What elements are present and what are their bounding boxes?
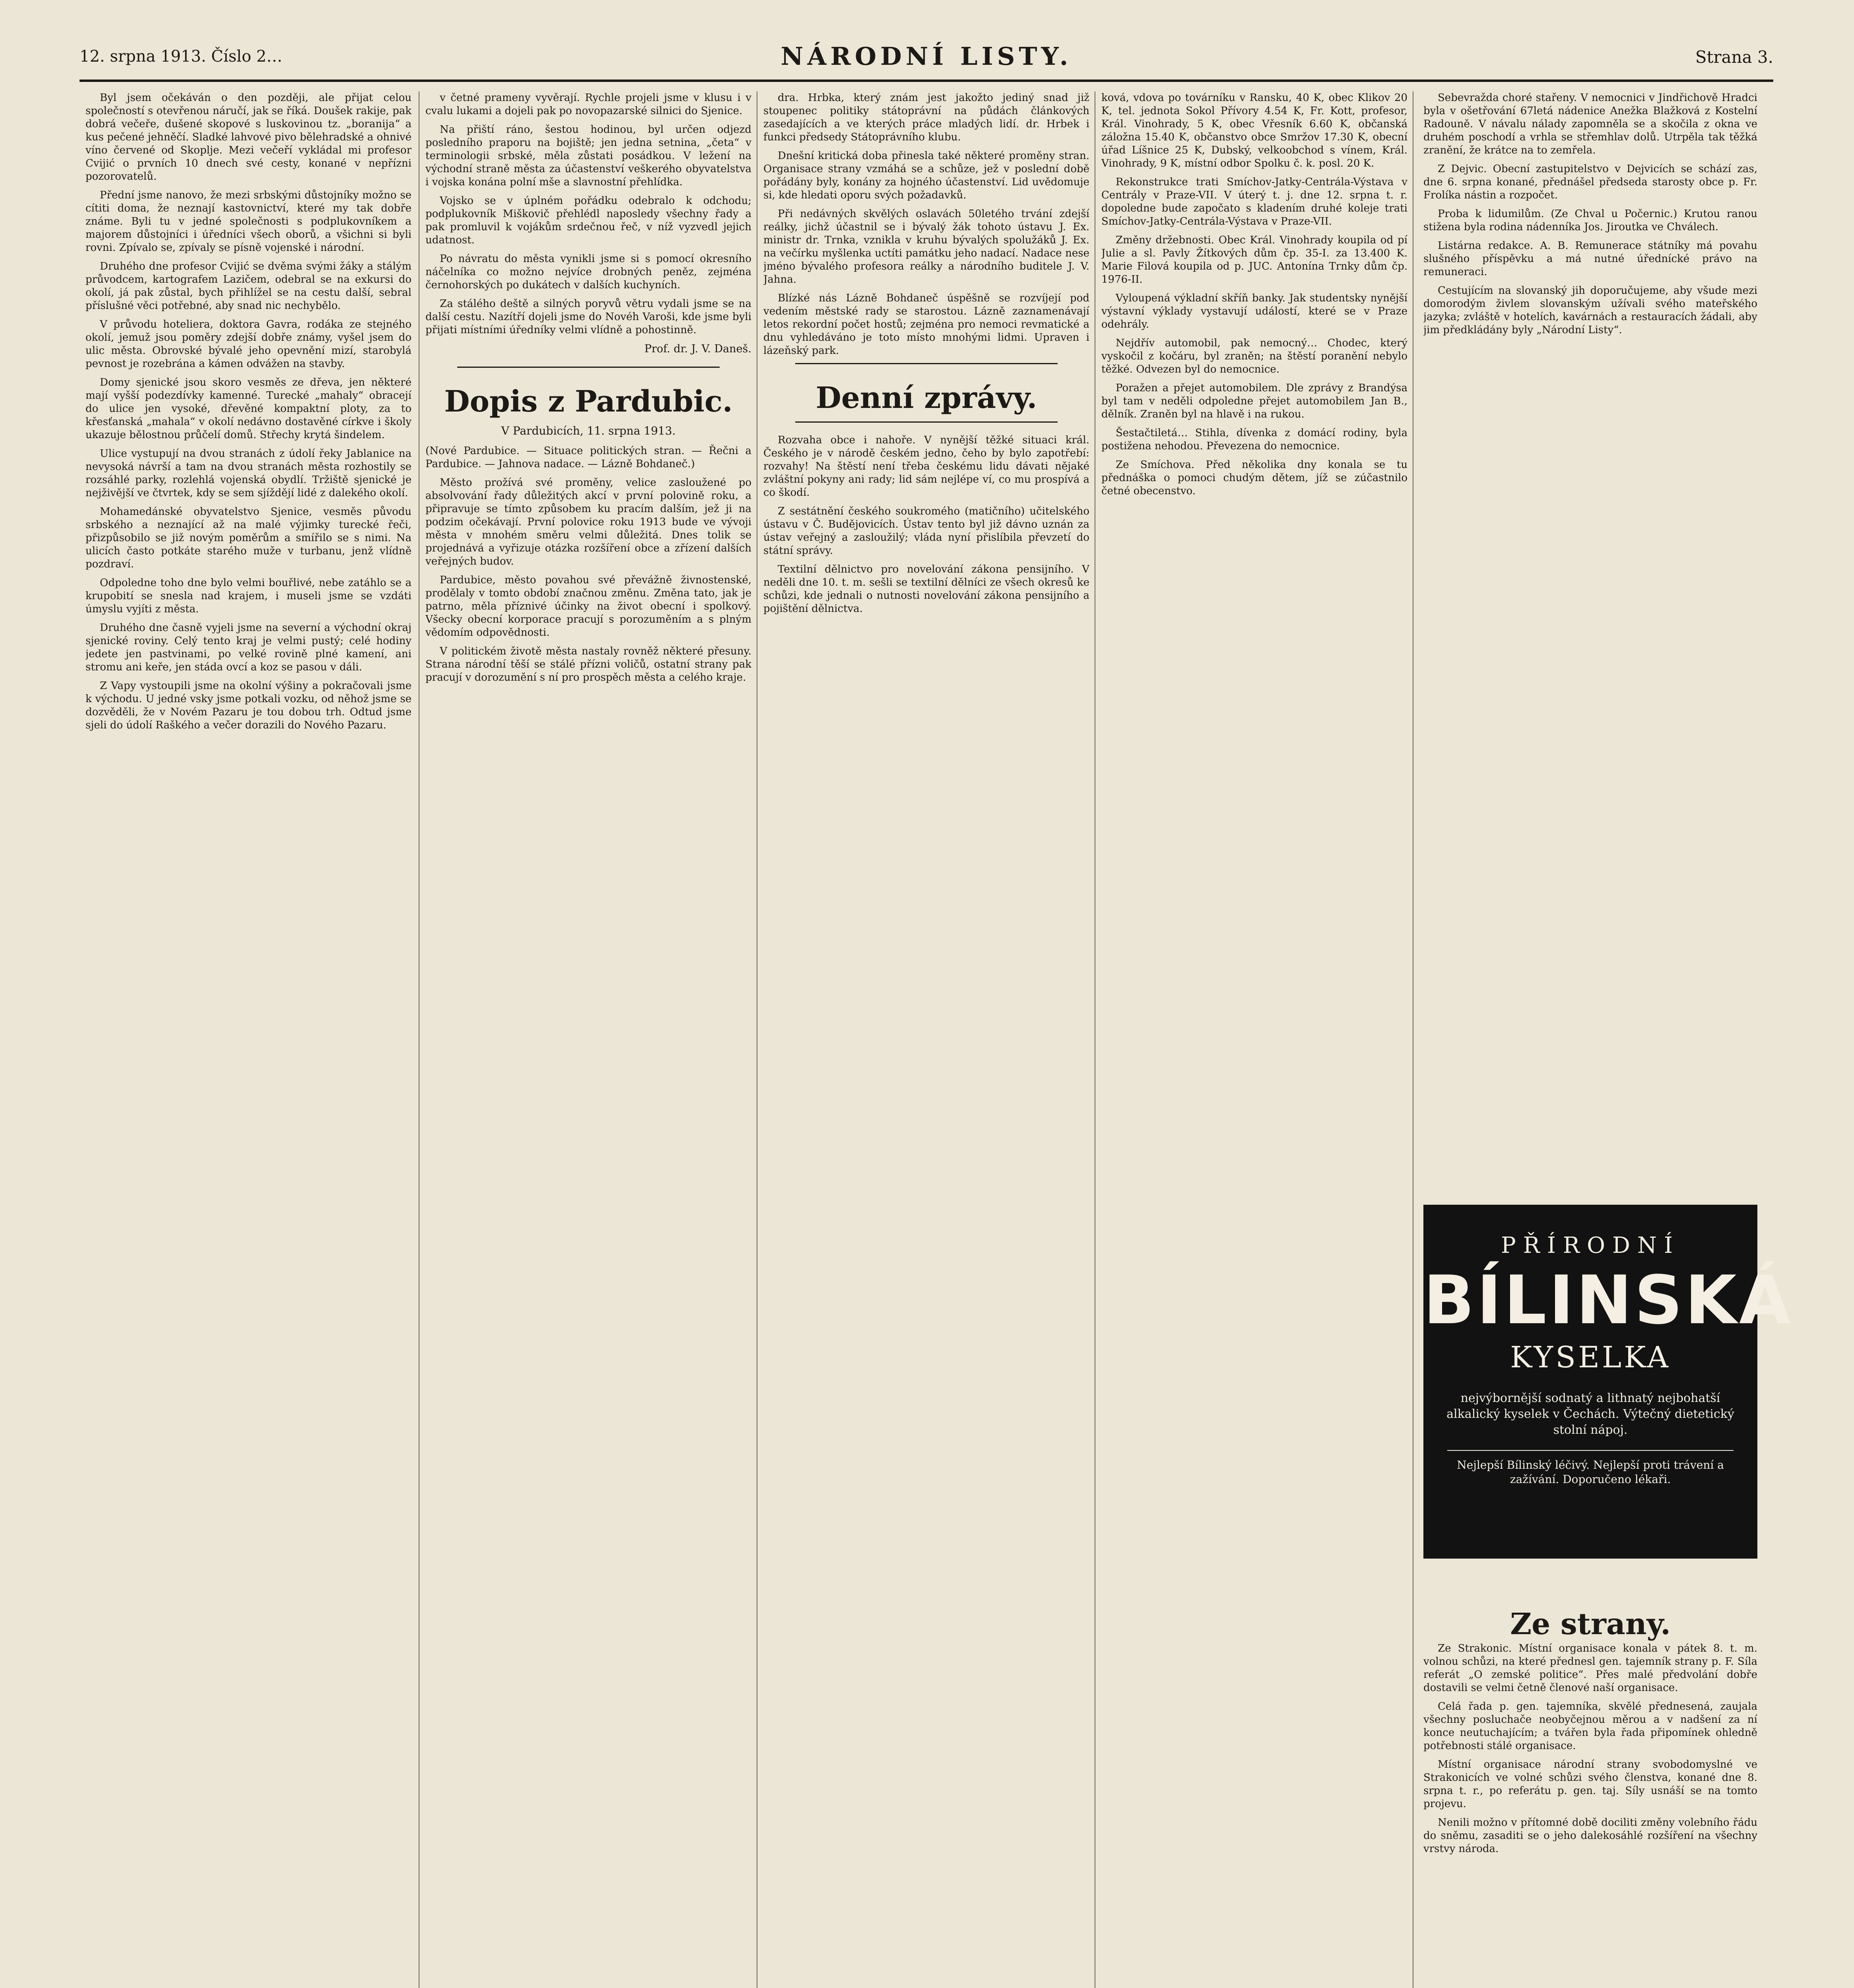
column-1 <box>85 91 412 1988</box>
paragraph: Cestujícím na slovanský jih doporučujeme, aby všude mezi domorodým živlem slovanským užívali svého mateřského jazyka; zvláště v hotelích, kavárnách a restauracích žádali, aby jim předkládány byly „Národní Listy“. <box>1423 285 1757 336</box>
paragraph: Listárna redakce. A. B. Remunerace státníky má povahu slušného příspěvku a má nutné úřednícké právo na remuneraci. <box>1423 240 1757 278</box>
paragraph: Druhého dne profesor Cvijić se dvěma svými žáky a stálým průvodcem, kartografem Lazičem, odebral se na exkursi do okolí, já pak zůstal, bych přihlížel se na cestu další, sebral příslušné věci potřebné, aby snad nic nechybělo. <box>85 260 412 312</box>
paragraph: dra. Hrbka, který znám jest jakožto jediný snad již stoupenec politiky státoprávní na půdách článkových zasedajících a ve kterých práce mladých lidí. dr. Hrbek i funkci předsedy Státoprávního klubu. <box>763 92 1089 143</box>
paragraph: Vyloupená výkladní skříň banky. Jak studentsky nynější výstavní výklady vystavují událostí, které se v Praze odehrály. <box>1101 292 1407 330</box>
paragraph: Město prožívá své proměny, velice zasloužené po absolvování řady důležitých akcí v první polovině roku, a připravuje se tímto způsobem ku pracím dalším, jež ji na podzim očekávají. První polovice roku 1913 bude ve vývoji města v mnohém směru velmi důležitá. Dnes tolik se projednává a vyřizuje otázka rozšíření obce a zřízení dalších veřejných budov. <box>425 477 751 567</box>
paragraph: Dnešní kritická doba přinesla také některé proměny stran. Organisace strany vzmáhá se a schůze, jež v poslední době pořádány byly, konány za hojného účastenství. Lid uvědomuje si, kde hledati oporu svých požadavků. <box>763 150 1089 201</box>
paragraph: Změny držebnosti. Obec Král. Vinohrady koupila od pí Julie a sl. Pavly Žítkových dům čp. 35-I. za 13.400 K. Marie Filová koupila od p. JUC. Antonína Trnky dům čp. 1976-II. <box>1101 234 1407 285</box>
ad-line: PŘÍRODNÍ <box>1501 1233 1680 1258</box>
paragraph: Za stálého deště a silných poryvů větru vydali jsme se na další cestu. Nazítří dojeli jsme do Novéh Varoši, kde jsme byli přijati místními úředníky velmi vlídně a pohostinně. <box>425 298 751 336</box>
section-headline: Ze strany. <box>1510 1607 1671 1641</box>
bilinska-kyselka-advertisement <box>1423 1205 1793 1559</box>
paragraph: Proba k lidumilům. (Ze Chval u Počernic.) Krutou ranou stižena byla rodina nádenníka Jos. Jiroutka ve Chválech. <box>1423 208 1757 233</box>
paragraph: Poražen a přejet automobilem. Dle zprávy z Brandýsa byl tam v neděli odpoledne přejet automobilem Jan B., dělník. Zraněn byl na hlavě i na rukou. <box>1101 382 1407 420</box>
ad-brand: BÍLINSKÁ <box>1423 1261 1793 1339</box>
paragraph: Z Dejvic. Obecní zastupitelstvo v Dejvicích se schází zas, dne 6. srpna konané, přednášel předseda starosty obce p. Fr. Frolíka nástin a rozpočet. <box>1423 163 1757 201</box>
paragraph: Po návratu do města vynikli jsme si s pomocí okresního náčelníka co možno nejvíce drobných peněz, zejména černohorských po dukátech v dalších kuchyních. <box>425 253 751 291</box>
ad-text: Nejlepší Bílinský léčivý. Nejlepší proti trávení a zažívání. Doporučeno lékaři. <box>1447 1450 1734 1487</box>
column-4 <box>1101 91 1407 1988</box>
paragraph: Celá řada p. gen. tajemníka, skvělé přednesená, zaujala všechny posluchače neobyčejnou měrou a v nadšení za ní konce neutuchajícím; a tvářen byla řada připomínek ohledně potřebnosti stálé organisace. <box>1423 1701 1757 1752</box>
paragraph: Blízké nás Lázně Bohdaneč úspěšně se rozvíjejí pod vedením městské rady se starostou. Lázně zaznamenávají letos rekordní počet hostů; zejména pro nemoci revmatické a dnu vyhledáváno je toto místo mnohými lidmi. Upraven i lázeňský park. <box>763 292 1089 357</box>
paragraph: Ze Strakonic. Místní organisace konala v pátek 8. t. m. volnou schůzi, na které přednesl gen. tajemník strany p. F. Síla referát „O zemské politice“. Přes malé předvolání dobře dostavili se velmi četně členové naší organisace. <box>1423 1642 1757 1694</box>
paragraph: Nejdřív automobil, pak nemocný… Chodec, který vyskočil z kočáru, byl zraněn; na štěstí poranění nebylo těžké. Odvezen byl do nemocnice. <box>1101 337 1407 375</box>
paragraph: Vojsko se v úplném pořádku odebralo k odchodu; podplukovník Miškovič přehlédl naposledy všechny řady a pak promluvil k vojákům srdečnou řeč, v níž vyzvedl jejich udatnost. <box>425 195 751 246</box>
article-rule <box>795 363 1058 364</box>
paragraph: Místní organisace národní strany svobodomyslné ve Strakonicích ve volné schůzi svého členstva, konané dne 8. srpna t. r., po referátu p. gen. taj. Síly usnáší se na tomto projevu. <box>1423 1759 1757 1810</box>
paragraph: Přední jsme nanovo, že mezi srbskými důstojníky možno se cítiti doma, že neznají kastovnictví, které my tak dobře známe. Byli tu v jedné společnosti s podplukovníkem a majorem důstojníci i úředníci všech oborů, a všichni si byli rovni. Zpívalo se, zpívaly se písně vojenské i národní. <box>85 189 412 254</box>
paragraph: Textilní dělnictvo pro novelování zákona pensijního. V neděli dne 10. t. m. sešli se textilní dělníci ze všech okresů ke schůzi, kde jednali o nutnosti novelování zákona pensijního a pojištění dělnictva. <box>763 563 1089 615</box>
paragraph: Z sestátnění českého soukromého (matičního) učitelského ústavu v Č. Budějovicích. Ústav tento byl již dávno uznán za ústav veřejný a zasloužilý; vláda nyní přislíbila převzetí do státní správy. <box>763 505 1089 557</box>
masthead-title: NÁRODNÍ LISTY. <box>780 42 1072 71</box>
paragraph: Odpoledne toho dne bylo velmi bouřlivé, nebe zatáhlo se a krupobití se snesla nad krajem, i museli jsme se vzdáti úmyslu vyjíti z města. <box>85 577 412 615</box>
article-byline: Prof. dr. J. V. Daneš. <box>644 343 751 355</box>
ad-line: KYSELKA <box>1510 1340 1671 1375</box>
paragraph: V politickém životě města nastaly rovněž některé přesuny. Strana národní těší se stálé přízni voličů, ostatní strany pak pracují v dorozumění s ní pro prospěch města a celého kraje. <box>425 645 751 683</box>
paragraph: Domy sjenické jsou skoro vesměs ze dřeva, jen některé mají vyšší podezdívky kamenné. Turecké „mahaly“ obracejí do ulice jen vysoké, dřevěné kompaktní ploty, za to křesťanská „mahala“ v okolí nedávno dostavěné církve i školy ukazuje bělostnou průčelí domů. Střechy krytá šindelem. <box>85 377 412 441</box>
paragraph: Sebevražda choré stařeny. V nemocnici v Jindřichově Hradci byla v ošetřování 67letá nádenice Anežka Blažková z Kostelní Radouně. V návalu nálady zapomněla se a skočila z okna ve druhém poschodí a vrhla se střemhlav dolů. Utrpěla tak těžká zranění, že krátce na to zemřela. <box>1423 92 1757 156</box>
paragraph: Rekonstrukce trati Smíchov-Jatky-Centrála-Výstava v Centrály v Praze-VII. V úterý t. j. dne 12. srpna t. r. dopoledne bude započato s kladením druhé koleje trati Smíchov-Jatky-Centrála-Výstava v Praze-VII. <box>1101 176 1407 227</box>
paragraph: Pardubice, město povahou své převážně živnostenské, prodělaly v tomto období značnou změnu. Změna tato, jak je patrno, měla příznivé účinky na život obecní i spolkový. Všecky obecní korporace pracují s porozuměním a s plným vědomím odpovědnosti. <box>425 574 751 639</box>
ad-text: nejvýbornější sodnatý a lithnatý nejbohatší alkalický kyselek v Čechách. Výtečný dietetický stolní nápoj. <box>1446 1391 1734 1437</box>
paragraph: Ze Smíchova. Před několika dny konala se tu přednáška o pomoci chudým dětem, jíž se zúčastnilo četné obecenstvo. <box>1101 459 1407 497</box>
header-rule <box>80 80 1773 82</box>
column-5-bottom <box>1423 1642 1757 1988</box>
paragraph: Ulice vystupují na dvou stranách z údolí řeky Jablanice na nevysoká návrší a tam na dvou stranách města rozhostily se rozsáhlé parky, rozlehlá vojenská obydlí. Tržiště sjenické je nejživější ve čtvrtek, kdy se sem sjíždějí lidé z dalekého okolí. <box>85 448 412 499</box>
paragraph: Z Vapy vystoupili jsme na okolní výšiny a pokračovali jsme k východu. U jedné vsky jsme potkali vozku, od něhož jsme se dozvěděli, že v Novém Pazaru je tou dobou trh. Odtud jsme sjeli do údolí Raškého a večer dorazili do Nového Pazaru. <box>85 680 412 731</box>
article-rule <box>795 421 1058 423</box>
page-header <box>80 42 1773 78</box>
paragraph: Byl jsem očekáván o den později, ale přijat celou společností s otevřenou náručí, jak se říká. Doušek rakije, pak dobrá večeře, dušené skopové s luskovinou tz. „boranija“ a kus pečené jehněčí. Sladké lahvové pivo bělehradské a ohnivé víno červené od Skoplje. Mezi večeří vykládal mi profesor Cvijić o prvních 10 dnech své cesty, konané v nepřízni pozorovatelů. <box>85 92 412 182</box>
column-2 <box>425 91 751 1988</box>
paragraph: Na přiští ráno, šestou hodinou, byl určen odjezd posledního praporu na bojiště; jen jedna setnina, „četa“ v terminologii srbské, měla zůstati posádkou. V ležení na východní straně města za účastenství veškerého obyvatelstva i vojska konána polní mše a slavnostní přehlídka. <box>425 124 751 188</box>
column-5-top <box>1423 91 1757 1197</box>
paragraph: v četné prameny vyvěrají. Rychle projeli jsme v klusu i v cvalu lukami a dojeli pak po novopazarské silnici do Sjenice. <box>425 92 751 117</box>
column-3 <box>763 91 1089 1988</box>
paragraph: Druhého dne časně vyjeli jsme na severní a východní okraj sjenické roviny. Celý tento kraj je velmi pustý; celé hodiny jedete jen pastvinami, po velké rovině plné kamení, ani stromu ani keře, jen stáda ovcí a koz se pasou v dáli. <box>85 622 412 673</box>
article-dateline: V Pardubicích, 11. srpna 1913. <box>501 424 676 437</box>
paragraph: Mohamedánské obyvatelstvo Sjenice, vesměs původu srbského a neznající až na malé výjimky turecké řeči, přizpůsobilo se již novým poměrům a smířilo se s nimi. Na ulicích často potkáte starého muže v turbanu, jenž vlídně pozdraví. <box>85 506 412 570</box>
article-headline: Dopis z Pardubic. <box>444 384 733 419</box>
article-rule <box>457 367 720 368</box>
paragraph: Nenili možno v přítomné době dociliti změny volebního řádu do sněmu, zasaditi se o jeho dalekosáhlé rozšíření na všechny vrstvy národa. <box>1423 1817 1757 1855</box>
paragraph: Rozvaha obce i nahoře. V nynější těžké situaci král. Českého je v národě českém jedno, čeho by bylo zapotřebí: rozvahy! Na štěstí není třeba českému lidu dávati nějaké zvláštní pokyny ani rady; lid sám nejlépe ví, co mu prospívá a co škodí. <box>763 434 1089 499</box>
paragraph: V průvodu hoteliera, doktora Gavra, rodáka ze stejného okolí, jemuž jsou poměry zdejší dobře známy, vyšel jsem do ulic města. Obrovské bývalé jeho opevnění mizí, starobylá pevnost je rozebrána a kámen odvážen na stavby. <box>85 318 412 370</box>
paragraph: ková, vdova po továrníku v Ransku, 40 K, obec Klikov 20 K, tel. jednota Sokol Přívory 4.54 K, Fr. Kott, profesor, Král. Vinohrady, 5 K, obec Vřesník 6.60 K, občanská záložna 15.40 K, občanstvo obce Smržov 17.30 K, obecní úřad Líšnice 25 K, Dubský, velkoobchod s vínem, Král. Vinohrady, 9 K, místní odbor Spolku č. k. posl. 20 K. <box>1101 92 1407 169</box>
paragraph: Při nedávných skvělých oslavách 50letého trvání zdejší reálky, jichž účastnil se i bývalý žák tohoto ústavu J. Ex. ministr dr. Trnka, vznikla v kruhu bývalých spolužáků J. Ex. na večírku myšlenka uctíti památku jeho nadací. Nadace nese jméno bývalého profesora reálky a národního buditele J. V. Jahna. <box>763 208 1089 285</box>
section-headline: Denní zprávy. <box>815 381 1037 415</box>
issue-date: 12. srpna 1913. Číslo 2… <box>80 47 283 66</box>
paragraph: (Nové Pardubice. — Situace politických stran. — Řečni a Pardubice. — Jahnova nadace. — Lázně Bohdaneč.) <box>425 445 751 470</box>
page-number: Strana 3. <box>1695 47 1773 67</box>
paragraph: Šestačtiletá… Stihla, dívenka z domácí rodiny, byla postižena nehodou. Převezena do nemocnice. <box>1101 427 1407 452</box>
